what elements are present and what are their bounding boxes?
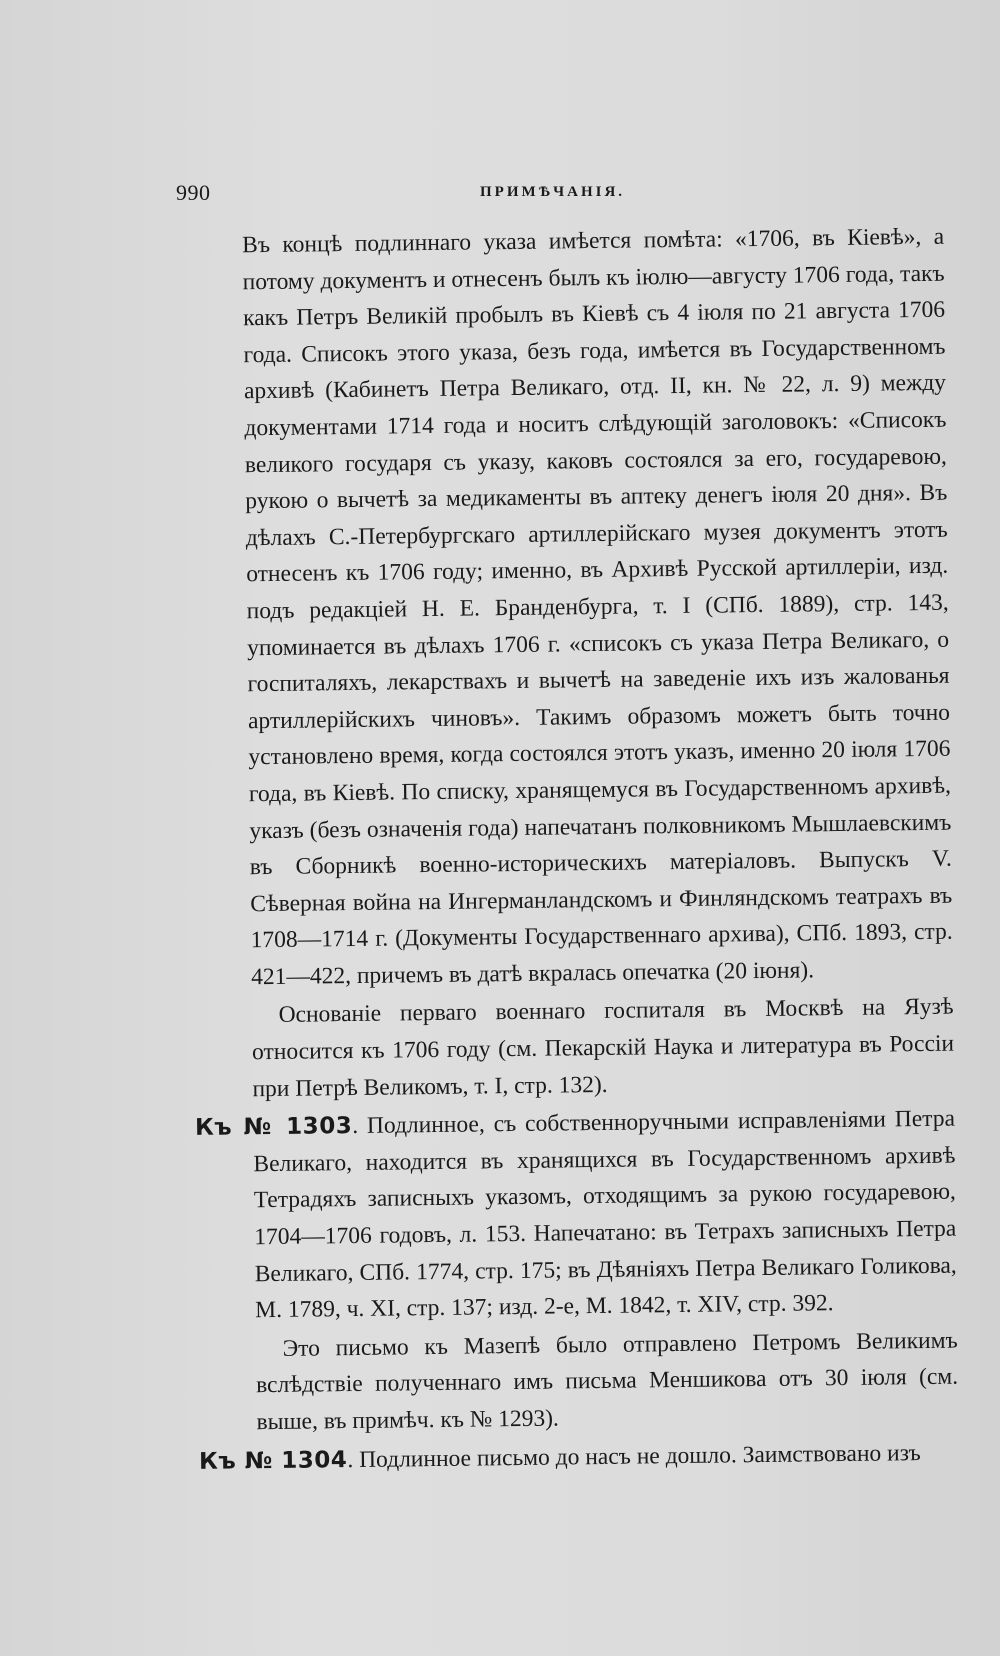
paragraph-hospital-note: Основаніе перваго военнаго госпиталя въ Москвѣ на Яузѣ относится къ 1706 году (см. Пекарскій Наука и литература въ Россіи при Петрѣ Великомъ, т. I, стр. 132). <box>251 994 955 1102</box>
paragraph-mazepa-letter: Это письмо къ Мазепѣ было отправлено Петромъ Великимъ вслѣдствіе полученнаго имъ письма Меншикова отъ 30 іюля (см. выше, въ примѣч. къ № 1293). <box>255 1327 959 1436</box>
page-number: 990 <box>176 180 211 205</box>
note-entry-1303 <box>195 1101 958 1330</box>
paragraph-note-continuation: Въ концѣ подлиннаго указа имѣется помѣта: «1706, въ Кіевѣ», а потому документъ и отнесенъ былъ къ іюлю—августу 1706 года, такъ какъ Петръ Великій пробылъ въ Кіевѣ съ 4 іюля по 21 августа 1706 года. Списокъ этого указа, безъ года, имѣется въ Государственномъ архивѣ (Кабинетъ Петра Великаго, отд. II, кн. № 22, л. 9) между документами 1714 года и носитъ слѣдующій заголовокъ: «Списокъ великого государя съ указу, каковъ состоялся за его, государевою, рукою о вычетѣ за медикаменты въ аптеку денегъ іюля 20 дня». Въ дѣлахъ С.-Петербургскаго артиллерійскаго музея документъ этотъ отнесенъ къ 1706 году; именно, въ Архивѣ Русской артиллеріи, изд. подъ редакціей Н. Е. Бранденбурга, т. I (СПб. 1889), стр. 143, упоминается въ дѣлахъ 1706 г. «списокъ съ указа Петра Великаго, о госпиталяхъ, лекарствахъ и вычетѣ на заведеніе ихъ изъ жалованья артиллерійскихъ чиновъ». Такимъ образомъ можетъ быть точно установлено время, когда состоялся этотъ указъ, именно 20 іюля 1706 года, въ Кіевѣ. По списку, хранящемуся въ Государственномъ архивѣ, указъ (безъ означенія года) напечатанъ полковникомъ Мышлаевскимъ въ Сборникѣ военно-историческихъ матеріаловъ. Выпускъ V. Сѣверная война на Ингерманландскомъ и Финляндскомъ театрахъ въ 1708—1714 г. (Документы Государственнаго архива), СПб. 1893, стр. 421—422, причемъ въ датѣ вкралась опечатка (20 іюня). <box>242 223 953 991</box>
page-body <box>184 219 959 1482</box>
note-entry-1304 <box>199 1434 959 1480</box>
entry-text-1304: . Подлинное письмо до насъ не дошло. Заимствовано изъ <box>347 1439 921 1473</box>
entry-label-1304: Къ № 1304 <box>198 1446 348 1475</box>
entry-text-1303: . Подлинное, съ собственноручными исправленіями Петра Великаго, находится въ хранящихся въ Государственномъ архивѣ Тетрадяхъ записныхъ указомъ, отходящимъ за рукою государевою, 1704—1706 годовъ, л. 153. Напечатано: въ Тетрахъ записныхъ Петра Великаго, СПб. 1774, стр. 175; въ Дѣяніяхъ Петра Великаго Голикова, М. 1789, ч. XI, стр. 137; изд. 2-е, М. 1842, т. XIV, стр. 392. <box>253 1105 957 1324</box>
page-header <box>176 180 976 210</box>
running-head: ПРИМѢЧАНІЯ. <box>480 184 626 200</box>
entry-label-1303: Къ № 1303 <box>194 1113 353 1142</box>
